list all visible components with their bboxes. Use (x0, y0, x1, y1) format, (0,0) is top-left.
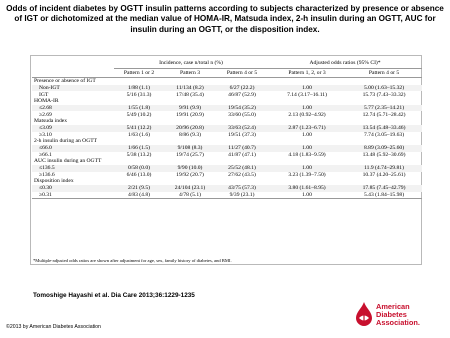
table-row (32, 105, 422, 112)
row-label: ≤0.30 (32, 185, 114, 192)
table-cell: 1/55 (1.8) (114, 105, 164, 112)
table-cell: 11/134 (8.2) (164, 85, 216, 92)
logo-line-2: Diabetes (376, 310, 407, 319)
table-cell: 6/27 (22.2) (216, 85, 268, 92)
logo-line-3: Association. (376, 318, 420, 327)
table-cell: 17/48 (35.4) (176, 91, 204, 98)
table-cell: 5/16 (31.3) (126, 91, 152, 98)
table-cell: 1/66 (1.5) (114, 145, 164, 152)
row-label: Non-IGT (32, 85, 114, 92)
col-header-pattern-3: Pattern 3 (164, 69, 216, 78)
table-cell: 9/91 (9.9) (164, 105, 216, 112)
row-label: ≥3.10 (39, 131, 52, 138)
table-cell: 1.00 (268, 85, 346, 92)
table-footnote: *Multiple-adjusted odds ratios are shown after adjustment for age, sex, family history of diabetes, and BMI. (33, 258, 232, 263)
table-cell: 5.77 (2.35–14.21) (346, 105, 422, 112)
table-cell: 9/90 (10.0) (164, 165, 216, 172)
table-cell: 1.00 (268, 192, 346, 199)
table-row (32, 145, 422, 152)
table-cell: 0/58 (0.0) (114, 165, 164, 172)
table-cell: 19/92 (20.7) (176, 171, 204, 178)
section-label-2h-insulin: 2-h insulin during an OGTT (34, 138, 98, 145)
table-row (32, 85, 422, 92)
table-cell: 33/60 (55.0) (228, 111, 256, 118)
table-row (32, 125, 422, 132)
table-cell: 4/78 (5.1) (164, 192, 216, 199)
table-cell: 20/96 (20.8) (164, 125, 216, 132)
table-row (32, 185, 422, 192)
section-label-igt: Presence or absence of IGT (34, 78, 96, 85)
table-cell: 43/75 (57.3) (216, 185, 268, 192)
col-header-or-pattern-4-5: Pattern 4 or 5 (346, 69, 422, 78)
row-label: ≤66.0 (32, 145, 114, 152)
row-label: ≥2.69 (39, 111, 52, 118)
table-cell: 9/39 (23.1) (216, 192, 268, 199)
table-cell: 8.89 (3.09–25.60) (346, 145, 422, 152)
logo-line-1: American (376, 302, 410, 311)
table-cell: 2.13 (0.92–4.92) (288, 111, 326, 118)
table-cell: 5/38 (13.2) (126, 151, 152, 158)
table-cell: 8/86 (9.3) (178, 131, 202, 138)
table-cell: 5/49 (10.2) (126, 111, 152, 118)
table-cell: 1/63 (1.6) (127, 131, 151, 138)
table-cell: 1.00 (268, 105, 346, 112)
section-header-row (32, 158, 422, 165)
group-header-row (32, 59, 422, 69)
row-label: ≤2.68 (32, 105, 114, 112)
table-cell: 9/108 (8.3) (164, 145, 216, 152)
table-cell: 11.9 (4.74–29.81) (346, 165, 422, 172)
table-cell: 24/104 (23.1) (164, 185, 216, 192)
section-label-matsuda: Matsuda index (34, 118, 68, 125)
section-header-row (32, 78, 422, 85)
table-cell: 13.48 (5.92–30.69) (362, 151, 406, 158)
table-cell: 1.00 (268, 165, 346, 172)
table-cell: 19/54 (35.2) (216, 105, 268, 112)
row-label: ≥66.1 (39, 151, 52, 158)
column-header-row (32, 69, 422, 78)
table-cell: 19/74 (25.7) (176, 151, 204, 158)
col-header-pattern-4-5: Pattern 4 or 5 (216, 69, 268, 78)
citation: Tomoshige Hayashi et al. Dia Care 2013;36:1229-1235 (33, 292, 195, 299)
table-cell: 15.73 (7.43–33.32) (362, 91, 406, 98)
ada-logo-icon (354, 301, 374, 327)
table-cell: 3.80 (1.61–8.95) (268, 185, 346, 192)
table-cell: 19/91 (20.9) (176, 111, 204, 118)
table-cell: 10.37 (4.20–25.61) (362, 171, 406, 178)
table-cell: 4.18 (1.83–9.59) (288, 151, 326, 158)
incidence-group-header: Incidence, case n/total n (%) (114, 59, 268, 69)
table-cell: 4/83 (4.8) (114, 192, 164, 199)
table-cell: 27/62 (43.5) (228, 171, 256, 178)
table-cell: 7.14 (3.17–16.11) (287, 91, 327, 98)
data-table-panel (30, 55, 422, 265)
row-label: IGT (39, 91, 49, 98)
section-label-auc-insulin: AUC insulin during an OGTT (34, 158, 102, 165)
row-label: ≥0.31 (32, 192, 114, 199)
table-cell: 1.00 (268, 145, 346, 152)
ada-logo-text (376, 303, 420, 327)
table-cell: 6/46 (13.0) (126, 171, 152, 178)
table-row (32, 172, 422, 179)
figure-title: Odds of incident diabetes by OGTT insulin patterns according to subjects characterized by presence or absence of IGT or dichotomized at the median value of HOMA-IR, Matsuda index, 2-h insulin during an OGTT, AUC for insulin during an OGTT, or the disposition index. (6, 4, 444, 34)
ada-logo (354, 297, 446, 335)
table-cell: 2/21 (9.5) (114, 185, 164, 192)
table-cell: 5/41 (12.2) (114, 125, 164, 132)
row-label: ≤3.09 (32, 125, 114, 132)
table-cell: 19/51 (37.3) (228, 131, 256, 138)
odds-group-header: Adjusted odds ratios (95% CI)* (268, 59, 422, 69)
section-label-homa-ir: HOMA-IR (34, 98, 59, 105)
table-cell: 13.54 (5.48–33.46) (346, 125, 422, 132)
table-cell: 25/52 (48.1) (216, 165, 268, 172)
section-header-row (32, 98, 422, 105)
col-header-or-pattern-1-2-3: Pattern 1, 2, or 3 (268, 69, 346, 78)
section-header-row (32, 118, 422, 125)
table-cell: 5.43 (1.84–15.98) (346, 192, 422, 199)
table-cell: 3.23 (1.39–7.50) (288, 171, 326, 178)
table-cell: 46/87 (52.9) (228, 91, 256, 98)
table-cell: 5.00 (1.63–15.32) (346, 85, 422, 92)
table-cell: 11/27 (40.7) (216, 145, 268, 152)
table-cell: 33/63 (52.4) (216, 125, 268, 132)
table-cell: 1.00 (302, 131, 312, 138)
table-row (32, 91, 422, 98)
table-row (32, 165, 422, 172)
table-cell: 41/87 (47.1) (228, 151, 256, 158)
col-header-pattern-1-2: Pattern 1 or 2 (114, 69, 164, 78)
table-cell: 1/88 (1.1) (114, 85, 164, 92)
row-label: ≥136.6 (39, 171, 55, 178)
section-header-row (32, 178, 422, 185)
table-cell: 2.87 (1.23–6.71) (268, 125, 346, 132)
section-header-row (32, 138, 422, 145)
table-cell: 12.74 (5.71–28.42) (362, 111, 406, 118)
copyright-notice: ©2013 by American Diabetes Association (6, 324, 101, 330)
table-row (32, 132, 422, 139)
table-row (32, 111, 422, 118)
row-label: ≤136.5 (32, 165, 114, 172)
table-cell: 7.74 (3.05–19.63) (363, 131, 405, 138)
section-label-disposition: Disposition index (34, 178, 74, 185)
table-row (32, 152, 422, 159)
odds-table (32, 59, 422, 199)
table-cell: 17.85 (7.45–42.79) (346, 185, 422, 192)
table-row (32, 192, 422, 199)
